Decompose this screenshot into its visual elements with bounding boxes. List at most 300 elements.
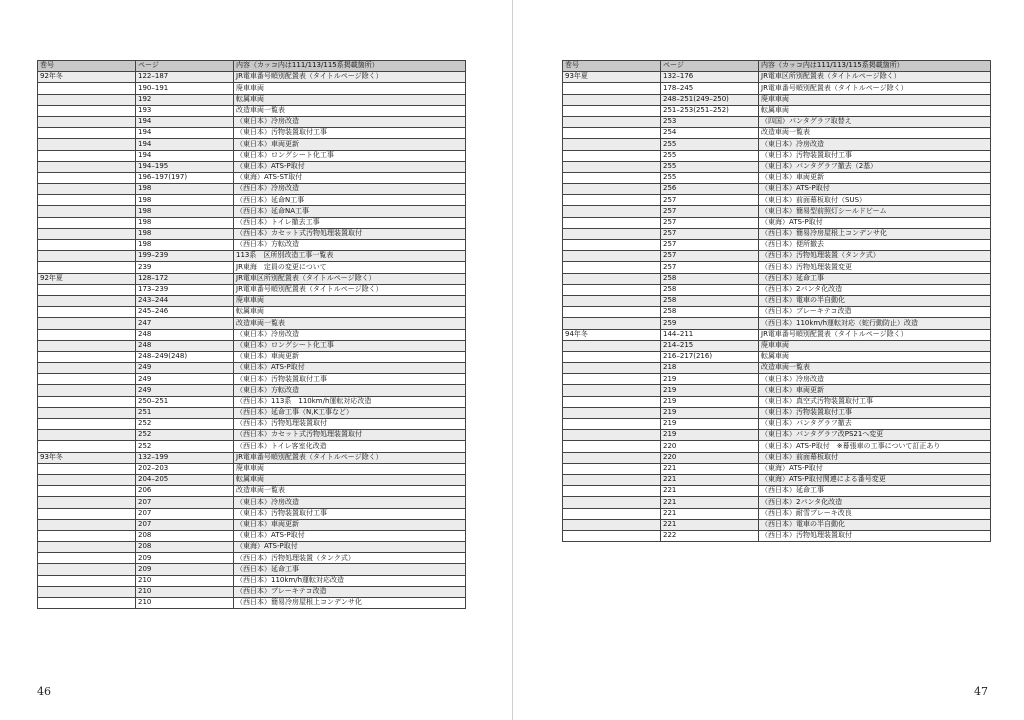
column-header-contents: 内容（カッコ内は111/113/115系掲載箇所） <box>234 61 466 72</box>
contents-cell: （東日本）汚物装置取付工事 <box>759 150 991 161</box>
table-row <box>38 508 466 519</box>
contents-cell: JR電車番号順別配置表（タイトルページ除く） <box>234 284 466 295</box>
pages-cell: 220 <box>661 441 759 452</box>
volume-cell <box>563 407 661 418</box>
contents-cell: （西日本）電車の半自動化 <box>759 519 991 530</box>
table-row <box>38 161 466 172</box>
table-row <box>563 407 991 418</box>
contents-cell: （東日本）パンタグラフ撤去（2基） <box>759 161 991 172</box>
pages-cell: 194 <box>136 139 234 150</box>
table-row <box>563 184 991 195</box>
table-row <box>563 351 991 362</box>
contents-cell: （西日本）延命N工事 <box>234 195 466 206</box>
volume-cell <box>563 206 661 217</box>
volume-cell <box>563 441 661 452</box>
volume-cell <box>563 128 661 139</box>
pages-cell: 248 <box>136 329 234 340</box>
volume-cell <box>563 116 661 127</box>
volume-cell <box>563 396 661 407</box>
pages-cell: 249 <box>136 374 234 385</box>
contents-cell: （東日本）パンタグラフ撤去 <box>759 419 991 430</box>
contents-cell: （西日本）延命工事 <box>234 564 466 575</box>
contents-cell: （東日本）車両更新 <box>759 385 991 396</box>
volume-cell <box>38 83 136 94</box>
volume-cell <box>38 441 136 452</box>
table-row <box>38 419 466 430</box>
volume-cell <box>38 374 136 385</box>
contents-cell: JR電車区所別配置表（タイトルページ除く） <box>759 72 991 83</box>
volume-cell <box>563 519 661 530</box>
table-row <box>38 128 466 139</box>
volume-cell <box>38 542 136 553</box>
pages-cell: 257 <box>661 195 759 206</box>
volume-cell <box>38 161 136 172</box>
pages-cell: 257 <box>661 228 759 239</box>
pages-cell: 216–217(216) <box>661 351 759 362</box>
table-row <box>38 542 466 553</box>
contents-cell: 転属車両 <box>234 474 466 485</box>
pages-cell: 219 <box>661 430 759 441</box>
pages-cell: 221 <box>661 497 759 508</box>
pages-cell: 144–211 <box>661 329 759 340</box>
volume-cell <box>563 83 661 94</box>
volume-cell <box>38 586 136 597</box>
contents-cell: （西日本）ブレーキテコ改造 <box>759 307 991 318</box>
contents-cell: （西日本）電車の半自動化 <box>759 295 991 306</box>
table-row <box>38 295 466 306</box>
pages-cell: 219 <box>661 385 759 396</box>
table-row <box>38 530 466 541</box>
column-header-volume: 巻号 <box>563 61 661 72</box>
table-row <box>38 441 466 452</box>
volume-cell <box>38 295 136 306</box>
volume-cell <box>38 206 136 217</box>
volume-cell <box>563 172 661 183</box>
pages-cell: 198 <box>136 195 234 206</box>
table-row <box>563 530 991 541</box>
pages-cell: 218 <box>661 363 759 374</box>
table-row <box>38 72 466 83</box>
index-rows-right <box>563 72 991 542</box>
volume-cell <box>563 94 661 105</box>
contents-cell: （西日本）カセット式汚物処理装置取付 <box>234 430 466 441</box>
contents-cell: JR電車番号順別配置表（タイトルページ除く） <box>759 329 991 340</box>
pages-cell: 221 <box>661 508 759 519</box>
contents-cell: （東日本）冷房改造 <box>759 139 991 150</box>
contents-cell: （西日本）便所撤去 <box>759 240 991 251</box>
pages-cell: 258 <box>661 307 759 318</box>
contents-cell: （東日本）方転改造 <box>234 385 466 396</box>
contents-cell: （東日本）冷房改造 <box>234 329 466 340</box>
pages-cell: 256 <box>661 184 759 195</box>
volume-cell <box>38 564 136 575</box>
volume-cell <box>563 497 661 508</box>
contents-cell: （西日本）汚物処理装置変更 <box>759 262 991 273</box>
table-row <box>38 116 466 127</box>
pages-cell: 251 <box>136 407 234 418</box>
table-row <box>563 284 991 295</box>
volume-cell <box>38 340 136 351</box>
contents-cell: （西日本）簡易冷房屋根上コンデンサ化 <box>759 228 991 239</box>
volume-cell <box>38 530 136 541</box>
contents-cell: （西日本）延命工事 <box>759 486 991 497</box>
page-number: 46 <box>37 685 51 698</box>
volume-cell <box>38 486 136 497</box>
volume-cell: 93年夏 <box>563 72 661 83</box>
table-row <box>38 284 466 295</box>
pages-cell: 214–215 <box>661 340 759 351</box>
volume-cell <box>38 217 136 228</box>
volume-cell <box>38 407 136 418</box>
table-row <box>38 486 466 497</box>
table-row <box>38 340 466 351</box>
pages-cell: 207 <box>136 519 234 530</box>
pages-cell: 221 <box>661 486 759 497</box>
table-row <box>38 251 466 262</box>
volume-cell <box>563 150 661 161</box>
table-row <box>563 452 991 463</box>
contents-cell: 改造車両一覧表 <box>234 105 466 116</box>
pages-cell: 198 <box>136 184 234 195</box>
contents-cell: 改造車両一覧表 <box>759 363 991 374</box>
pages-cell: 255 <box>661 172 759 183</box>
volume-cell <box>38 262 136 273</box>
table-row <box>38 172 466 183</box>
volume-cell: 92年夏 <box>38 273 136 284</box>
table-row <box>563 441 991 452</box>
volume-cell <box>563 217 661 228</box>
table-row <box>563 519 991 530</box>
volume-cell <box>38 497 136 508</box>
pages-cell: 259 <box>661 318 759 329</box>
volume-cell <box>563 139 661 150</box>
contents-cell: 廃車車両 <box>759 340 991 351</box>
table-row <box>563 385 991 396</box>
volume-cell <box>563 161 661 172</box>
pages-cell: 194–195 <box>136 161 234 172</box>
pages-cell: 252 <box>136 430 234 441</box>
contents-cell: （西日本）110km/h運転対応改造 <box>234 575 466 586</box>
index-table-left <box>37 60 466 609</box>
table-row <box>38 262 466 273</box>
volume-cell <box>38 419 136 430</box>
table-row <box>38 407 466 418</box>
table-row <box>563 172 991 183</box>
contents-cell: （西日本）ブレーキテコ改造 <box>234 586 466 597</box>
pages-cell: 194 <box>136 150 234 161</box>
table-row <box>563 363 991 374</box>
pages-cell: 192 <box>136 94 234 105</box>
pages-cell: 198 <box>136 217 234 228</box>
pages-cell: 210 <box>136 575 234 586</box>
volume-cell <box>38 184 136 195</box>
pages-cell: 219 <box>661 374 759 385</box>
pages-cell: 194 <box>136 116 234 127</box>
contents-cell: 転属車両 <box>759 351 991 362</box>
pages-cell: 257 <box>661 262 759 273</box>
pages-cell: 194 <box>136 128 234 139</box>
volume-cell <box>563 105 661 116</box>
table-row <box>38 195 466 206</box>
pages-cell: 251–253(251–252) <box>661 105 759 116</box>
table-row <box>38 83 466 94</box>
pages-cell: 252 <box>136 419 234 430</box>
volume-cell <box>563 530 661 541</box>
pages-cell: 132–176 <box>661 72 759 83</box>
contents-cell: JR電車区所別配置表（タイトルページ除く） <box>234 273 466 284</box>
table-row <box>38 105 466 116</box>
table-row <box>563 486 991 497</box>
table-row <box>563 105 991 116</box>
pages-cell: 221 <box>661 463 759 474</box>
volume-cell <box>38 553 136 564</box>
pages-cell: 198 <box>136 206 234 217</box>
volume-cell <box>563 240 661 251</box>
contents-cell: （東日本）冷房改造 <box>759 374 991 385</box>
table-row <box>563 195 991 206</box>
volume-cell <box>563 295 661 306</box>
pages-cell: 222 <box>661 530 759 541</box>
contents-cell: 廃車車両 <box>234 83 466 94</box>
pages-cell: 207 <box>136 497 234 508</box>
table-row <box>38 228 466 239</box>
pages-cell: 198 <box>136 228 234 239</box>
volume-cell <box>38 172 136 183</box>
volume-cell <box>38 150 136 161</box>
table-row <box>38 385 466 396</box>
table-row <box>38 150 466 161</box>
table-row <box>38 598 466 609</box>
pages-cell: 204–205 <box>136 474 234 485</box>
table-row <box>563 307 991 318</box>
volume-cell <box>563 351 661 362</box>
contents-cell: （東海）ATS-P取付関連による番号変更 <box>759 474 991 485</box>
pages-cell: 258 <box>661 284 759 295</box>
pages-cell: 208 <box>136 542 234 553</box>
volume-cell <box>563 363 661 374</box>
pages-cell: 219 <box>661 396 759 407</box>
pages-cell: 128–172 <box>136 273 234 284</box>
contents-cell: 改造車両一覧表 <box>234 486 466 497</box>
contents-cell: （西日本）汚物処理装置取付 <box>759 530 991 541</box>
pages-cell: 221 <box>661 519 759 530</box>
contents-cell: （東日本）ATS-P取付 <box>759 184 991 195</box>
table-row <box>38 553 466 564</box>
pages-cell: 255 <box>661 161 759 172</box>
table-row <box>563 295 991 306</box>
contents-cell: （東日本）ロングシート化工事 <box>234 150 466 161</box>
contents-cell: （東海）ATS-ST取付 <box>234 172 466 183</box>
volume-cell <box>563 195 661 206</box>
table-row <box>563 72 991 83</box>
volume-cell <box>38 463 136 474</box>
volume-cell <box>563 452 661 463</box>
pages-cell: 190–191 <box>136 83 234 94</box>
index-rows-left <box>38 72 466 609</box>
contents-cell: （西日本）延命工事 <box>759 273 991 284</box>
pages-cell: 257 <box>661 251 759 262</box>
volume-cell <box>563 307 661 318</box>
volume-cell <box>38 430 136 441</box>
contents-cell: （東海）ATS-P取付 <box>759 217 991 228</box>
volume-cell <box>38 228 136 239</box>
column-header-pages: ページ <box>661 61 759 72</box>
contents-cell: （西日本）延命工事（N,K工事など） <box>234 407 466 418</box>
volume-cell <box>38 598 136 609</box>
contents-cell: （西日本）冷房改造 <box>234 184 466 195</box>
volume-cell <box>563 463 661 474</box>
column-header-contents: 内容（カッコ内は111/113/115系掲載箇所） <box>759 61 991 72</box>
contents-cell: （東日本）車両更新 <box>759 172 991 183</box>
table-row <box>563 374 991 385</box>
contents-cell: （西日本）2パンタ化改造 <box>759 284 991 295</box>
table-row <box>563 419 991 430</box>
pages-cell: 255 <box>661 139 759 150</box>
table-row <box>563 497 991 508</box>
volume-cell <box>563 273 661 284</box>
table-row <box>563 508 991 519</box>
pages-cell: 243–244 <box>136 295 234 306</box>
contents-cell: （西日本）トイレ客室化改造 <box>234 441 466 452</box>
volume-cell <box>563 228 661 239</box>
volume-cell <box>563 374 661 385</box>
volume-cell <box>38 240 136 251</box>
volume-cell <box>38 329 136 340</box>
contents-cell: 転属車両 <box>234 94 466 105</box>
contents-cell: （東日本）冷房改造 <box>234 116 466 127</box>
table-row <box>38 497 466 508</box>
contents-cell: （東日本）ロングシート化工事 <box>234 340 466 351</box>
contents-cell: JR電車番号順別配置表（タイトルページ除く） <box>234 452 466 463</box>
volume-cell <box>38 351 136 362</box>
pages-cell: 252 <box>136 441 234 452</box>
volume-cell <box>563 284 661 295</box>
table-row <box>38 139 466 150</box>
volume-cell <box>563 385 661 396</box>
pages-cell: 198 <box>136 240 234 251</box>
contents-cell: （西日本）110km/h運転対応（蛇行動防止）改造 <box>759 318 991 329</box>
pages-cell: 219 <box>661 419 759 430</box>
table-row <box>38 363 466 374</box>
pages-cell: 258 <box>661 295 759 306</box>
volume-cell <box>563 340 661 351</box>
table-row <box>563 240 991 251</box>
table-row <box>38 452 466 463</box>
pages-cell: 255 <box>661 150 759 161</box>
contents-cell: 廃車車両 <box>234 295 466 306</box>
contents-cell: （西日本）113系 110km/h運転対応改造 <box>234 396 466 407</box>
table-row <box>563 340 991 351</box>
table-row <box>563 262 991 273</box>
contents-cell: （東日本）車両更新 <box>234 139 466 150</box>
table-row <box>38 396 466 407</box>
contents-cell: （東海）ATS-P取付 <box>759 463 991 474</box>
contents-cell: （東日本）汚物装置取付工事 <box>234 374 466 385</box>
table-row <box>563 139 991 150</box>
contents-cell: （西日本）汚物処理装置（タンク式） <box>234 553 466 564</box>
contents-cell: （東日本）汚物装置取付工事 <box>234 508 466 519</box>
contents-cell: （東海）ATS-P取付 <box>234 542 466 553</box>
contents-cell: （西日本）汚物処理装置（タンク式） <box>759 251 991 262</box>
volume-cell <box>563 486 661 497</box>
table-row <box>38 329 466 340</box>
pages-cell: 250–251 <box>136 396 234 407</box>
contents-cell: （西日本）カセット式汚物処理装置取付 <box>234 228 466 239</box>
table-row <box>38 519 466 530</box>
volume-cell <box>563 474 661 485</box>
table-row <box>563 116 991 127</box>
volume-cell <box>563 419 661 430</box>
table-row <box>38 564 466 575</box>
pages-cell: 209 <box>136 564 234 575</box>
contents-cell: 改造車両一覧表 <box>759 128 991 139</box>
table-header-row <box>38 61 466 72</box>
pages-cell: 122–187 <box>136 72 234 83</box>
table-row <box>563 273 991 284</box>
index-table-right <box>562 60 991 542</box>
table-row <box>563 228 991 239</box>
pages-cell: 257 <box>661 240 759 251</box>
table-row <box>563 83 991 94</box>
pages-cell: 247 <box>136 318 234 329</box>
pages-cell: 248 <box>136 340 234 351</box>
table-row <box>563 150 991 161</box>
pages-cell: 248–251(249–250) <box>661 94 759 105</box>
table-row <box>563 430 991 441</box>
contents-cell: （西日本）方転改造 <box>234 240 466 251</box>
table-row <box>563 318 991 329</box>
volume-cell <box>38 519 136 530</box>
pages-cell: 132–199 <box>136 452 234 463</box>
table-row <box>563 217 991 228</box>
volume-cell <box>38 396 136 407</box>
pages-cell: 199–239 <box>136 251 234 262</box>
volume-cell <box>563 430 661 441</box>
contents-cell: （東日本）前面幕板取付 <box>759 452 991 463</box>
volume-cell <box>38 363 136 374</box>
volume-cell <box>563 318 661 329</box>
table-row <box>563 474 991 485</box>
volume-cell <box>38 251 136 262</box>
volume-cell <box>38 195 136 206</box>
volume-cell <box>38 284 136 295</box>
table-row <box>38 206 466 217</box>
contents-cell: （西日本）2パンタ化改造 <box>759 497 991 508</box>
contents-cell: （四国）パンタグラフ取替え <box>759 116 991 127</box>
volume-cell <box>38 94 136 105</box>
contents-cell: （東日本）ATS-P取付 <box>234 161 466 172</box>
contents-cell: （東日本）ATS-P取付 ※幕張車の工事について訂正あり <box>759 441 991 452</box>
table-row <box>38 94 466 105</box>
volume-cell <box>38 385 136 396</box>
contents-cell: （東日本）車両更新 <box>234 519 466 530</box>
contents-cell: 廃車車両 <box>234 463 466 474</box>
pages-cell: 206 <box>136 486 234 497</box>
contents-cell: JR電車番号順別配置表（タイトルページ除く） <box>759 83 991 94</box>
table-row <box>38 240 466 251</box>
contents-cell: （西日本）簡易冷房屋根上コンデンサ化 <box>234 598 466 609</box>
contents-cell: （東日本）ATS-P取付 <box>234 530 466 541</box>
contents-cell: （東日本）汚物装置取付工事 <box>234 128 466 139</box>
contents-cell: （東日本）パンタグラフ改PS21へ変更 <box>759 430 991 441</box>
table-row <box>38 474 466 485</box>
table-row <box>563 128 991 139</box>
volume-cell <box>38 575 136 586</box>
pages-cell: 239 <box>136 262 234 273</box>
contents-cell: （西日本）延命NA工事 <box>234 206 466 217</box>
pages-cell: 210 <box>136 598 234 609</box>
table-row <box>38 318 466 329</box>
